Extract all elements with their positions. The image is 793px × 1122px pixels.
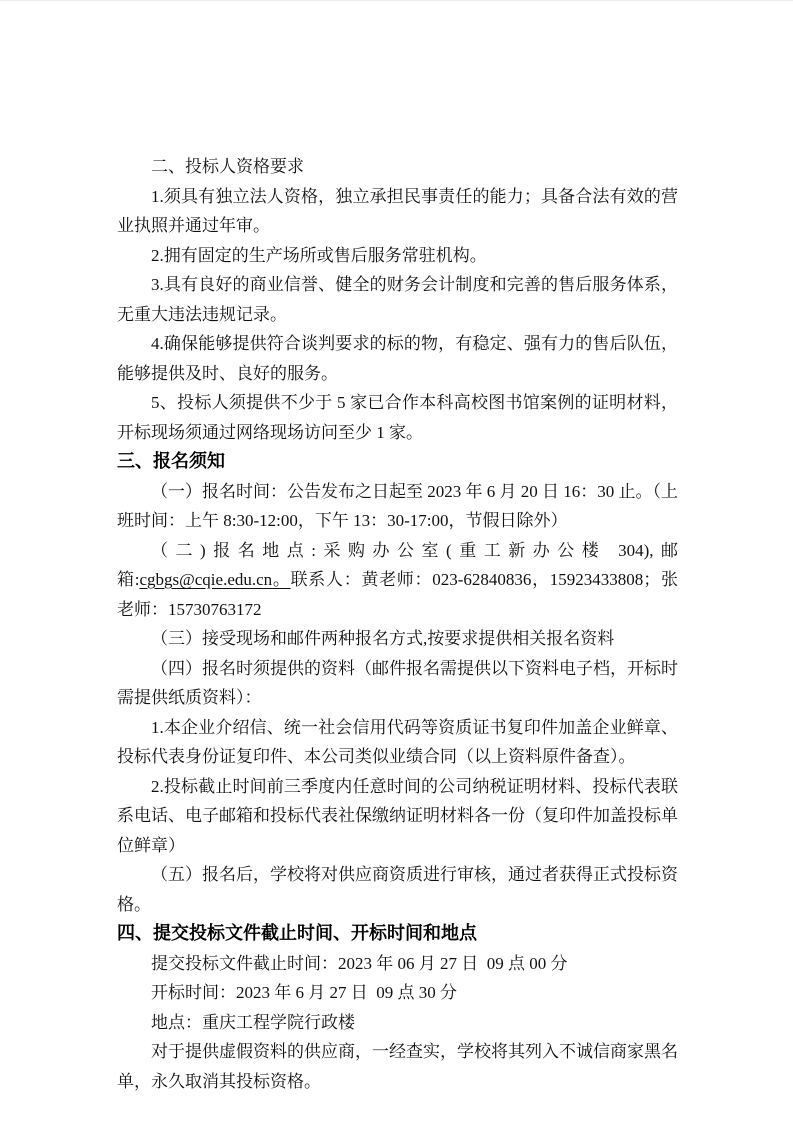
- paragraph-required-materials-1: 1.本企业介绍信、统一社会信用代码等资质证书复印件加盖企业鲜章、投标代表身份证复印件、本公司类似业绩合同（以上资料原件备查）。: [117, 717, 678, 766]
- section-heading-registration-notice: 三、报名须知: [117, 451, 225, 471]
- document-content: [117, 152, 678, 1096]
- text-segment-location: （二)报名地点:采购办公室(重工新办公楼 304),邮箱:: [117, 540, 678, 589]
- paragraph-registration-methods: （三）接受现场和邮件两种报名方式,按要求提供相关报名资料: [151, 629, 615, 648]
- paragraph-qualification-5: 5、投标人须提供不少于 5 家已合作本科高校图书馆案例的证明材料，开标现场须通过网络现场访问至少 1 家。: [117, 393, 678, 442]
- paragraph-registration-location: [117, 536, 678, 625]
- section-heading-deadline-and-opening: 四、提交投标文件截止时间、开标时间和地点: [117, 923, 477, 943]
- email-text: cgbgs@cqie.edu.cn。: [139, 570, 291, 589]
- paragraph-required-materials-intro: （四）报名时须提供的资料（邮件报名需提供以下资料电子档，开标时需提供纸质资料）：: [117, 658, 678, 707]
- text-segment-contacts: 联系人：黄老师：023-62840836，15923433808；张老师：15730763172: [117, 570, 678, 619]
- paragraph-qualification-1: 1.须具有独立法人资格，独立承担民事责任的能力；具备合法有效的营业执照并通过年审。: [117, 186, 678, 235]
- paragraph-qualification-2: 2.拥有固定的生产场所或售后服务常驻机构。: [151, 245, 487, 265]
- paragraph-submission-deadline: 提交投标文件截止时间：2023 年 06 月 27 日 09 点 00 分: [151, 953, 568, 973]
- paragraph-qualification-4: 4.确保能够提供符合谈判要求的标的物，有稳定、强有力的售后队伍，能够提供及时、良好的服务。: [117, 334, 678, 383]
- paragraph-false-materials-warning: 对于提供虚假资料的供应商，一经查实，学校将其列入不诚信商家黑名单，永久取消其投标资格。: [117, 1042, 678, 1091]
- paragraph-qualification-review: （五）报名后，学校将对供应商资质进行审核，通过者获得正式投标资格。: [117, 865, 678, 914]
- section-title-bidder-qualifications: 二、投标人资格要求: [151, 157, 304, 176]
- paragraph-opening-location: 地点：重庆工程学院行政楼: [151, 1012, 355, 1032]
- paragraph-qualification-3: 3.具有良好的商业信誉、健全的财务会计制度和完善的售后服务体系，无重大违法违规记录。: [117, 275, 678, 324]
- paragraph-required-materials-2: 2.投标截止时间前三季度内任意时间的公司纳税证明材料、投标代表联系电话、电子邮箱和投标代表社保缴纳证明材料各一份（复印件加盖投标单位鲜章）: [117, 776, 678, 855]
- paragraph-opening-time: 开标时间：2023 年 6 月 27 日 09 点 30 分: [151, 983, 457, 1002]
- paragraph-registration-time: （一）报名时间：公告发布之日起至 2023 年 6 月 20 日 16：30 止。（上班时间：上午 8:30-12:00，下午 13：30-17:00，节假日除外）: [117, 481, 678, 530]
